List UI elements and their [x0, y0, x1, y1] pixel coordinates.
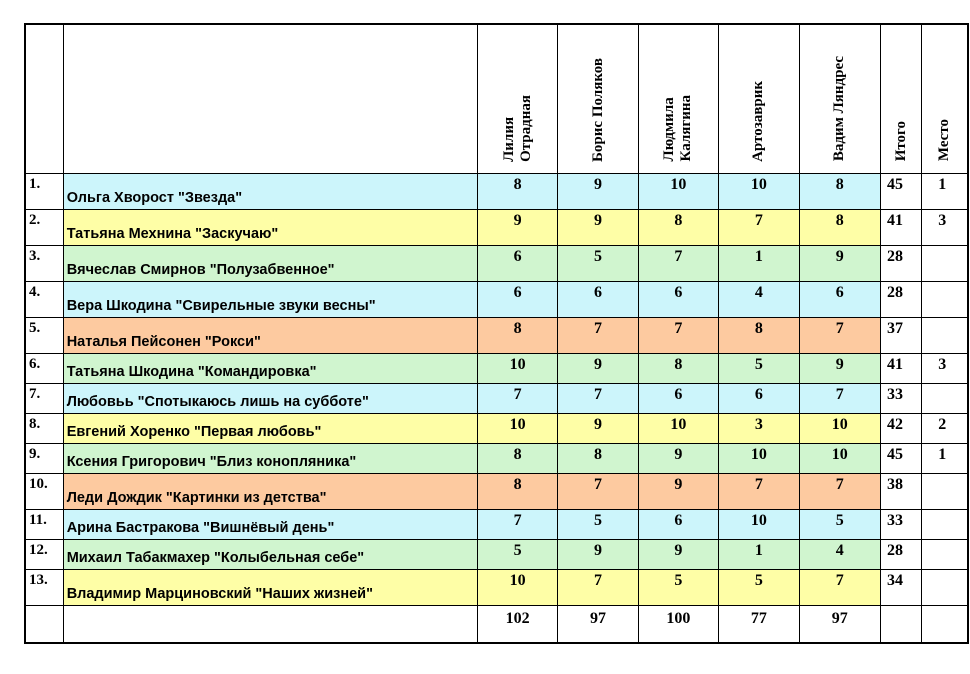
header-judge-5: Вадим Ляндрес [799, 24, 880, 173]
judge-score: 7 [638, 317, 718, 353]
row-place: 2 [922, 413, 968, 443]
judge-score: 4 [799, 539, 880, 569]
judge-score: 6 [638, 383, 718, 413]
row-number: 3. [25, 245, 63, 281]
header-row [25, 24, 968, 173]
judge-total: 97 [558, 605, 638, 643]
row-number: 10. [25, 473, 63, 509]
judge-score: 8 [477, 173, 557, 209]
table-row [25, 281, 968, 317]
judge-score: 9 [799, 245, 880, 281]
row-place [922, 509, 968, 539]
row-place: 1 [922, 173, 968, 209]
row-total: 45 [880, 443, 921, 473]
judge-score: 8 [477, 317, 557, 353]
table-row [25, 569, 968, 605]
judge-score: 9 [558, 539, 638, 569]
judge-score: 10 [477, 569, 557, 605]
judge-score: 7 [638, 245, 718, 281]
row-place [922, 245, 968, 281]
table-row [25, 317, 968, 353]
row-number: 9. [25, 443, 63, 473]
judge-score: 7 [799, 473, 880, 509]
entry-name: Владимир Марциновский "Наших жизней" [63, 569, 477, 605]
judge-score: 10 [719, 173, 799, 209]
judge-score: 9 [638, 473, 718, 509]
entry-name: Вера Шкодина "Свирельные звуки весны" [63, 281, 477, 317]
judge-score: 6 [638, 281, 718, 317]
judge-score: 5 [558, 245, 638, 281]
row-number: 5. [25, 317, 63, 353]
judge-score: 9 [558, 209, 638, 245]
entry-name: Татьяна Шкодина "Командировка" [63, 353, 477, 383]
row-number: 1. [25, 173, 63, 209]
judge-score: 7 [558, 473, 638, 509]
row-number: 12. [25, 539, 63, 569]
row-total: 33 [880, 383, 921, 413]
row-place: 3 [922, 209, 968, 245]
row-place [922, 473, 968, 509]
judge-score: 5 [558, 509, 638, 539]
judge-score: 6 [719, 383, 799, 413]
judge-score: 1 [719, 245, 799, 281]
row-place [922, 317, 968, 353]
judge-score: 1 [719, 539, 799, 569]
table-row [25, 353, 968, 383]
row-total: 33 [880, 509, 921, 539]
entry-name: Наталья Пейсонен "Рокси" [63, 317, 477, 353]
judge-score: 5 [477, 539, 557, 569]
judge-score: 5 [638, 569, 718, 605]
judge-score: 7 [719, 473, 799, 509]
judge-score: 8 [638, 353, 718, 383]
judge-score: 9 [558, 353, 638, 383]
table-row [25, 383, 968, 413]
table-row [25, 509, 968, 539]
totals-row [25, 605, 968, 643]
row-total: 45 [880, 173, 921, 209]
row-place [922, 281, 968, 317]
score-table [24, 23, 969, 644]
judge-score: 7 [477, 383, 557, 413]
judge-total: 100 [638, 605, 718, 643]
entry-name: Ольга Хворост "Звезда" [63, 173, 477, 209]
row-place [922, 569, 968, 605]
row-total: 41 [880, 353, 921, 383]
header-judge-4: Артозаврик [719, 24, 799, 173]
row-total: 34 [880, 569, 921, 605]
judge-score: 7 [799, 569, 880, 605]
header-judge-1: Лилия Отрадная [477, 24, 557, 173]
row-number: 7. [25, 383, 63, 413]
judge-score: 8 [477, 443, 557, 473]
row-number: 2. [25, 209, 63, 245]
judge-score: 10 [799, 443, 880, 473]
judge-score: 9 [477, 209, 557, 245]
totals-num-cell [25, 605, 63, 643]
judge-score: 7 [799, 317, 880, 353]
table-row [25, 413, 968, 443]
judge-score: 9 [799, 353, 880, 383]
row-number: 4. [25, 281, 63, 317]
table-row [25, 245, 968, 281]
judge-score: 10 [799, 413, 880, 443]
row-total: 38 [880, 473, 921, 509]
judge-score: 10 [638, 413, 718, 443]
judge-score: 6 [477, 245, 557, 281]
row-place [922, 539, 968, 569]
totals-total-cell [880, 605, 921, 643]
judge-score: 3 [719, 413, 799, 443]
judge-score: 7 [558, 569, 638, 605]
row-number: 13. [25, 569, 63, 605]
entry-name: Ксения Григорович "Близ конопляника" [63, 443, 477, 473]
judge-score: 7 [719, 209, 799, 245]
entry-name: Арина Бастракова "Вишнёвый день" [63, 509, 477, 539]
row-place: 1 [922, 443, 968, 473]
header-name-cell [63, 24, 477, 173]
row-total: 28 [880, 539, 921, 569]
judge-score: 5 [799, 509, 880, 539]
judge-score: 7 [477, 509, 557, 539]
header-judge-3: Людмила Калягина [638, 24, 718, 173]
entry-name: Евгений Хоренко "Первая любовь" [63, 413, 477, 443]
table-row [25, 209, 968, 245]
header-place: Место [922, 24, 968, 173]
row-total: 28 [880, 245, 921, 281]
entry-name: Любовьь "Спотыкаюсь лишь на субботе" [63, 383, 477, 413]
row-total: 37 [880, 317, 921, 353]
judge-score: 6 [477, 281, 557, 317]
entry-name: Леди Дождик "Картинки из детства" [63, 473, 477, 509]
header-num-cell [25, 24, 63, 173]
table-row [25, 473, 968, 509]
judge-score: 8 [719, 317, 799, 353]
judge-total: 102 [477, 605, 557, 643]
entry-name: Михаил Табакмахер "Колыбельная себе" [63, 539, 477, 569]
judge-total: 97 [799, 605, 880, 643]
judge-score: 5 [719, 569, 799, 605]
row-number: 11. [25, 509, 63, 539]
judge-score: 7 [558, 317, 638, 353]
header-total: Итого [880, 24, 921, 173]
table-row [25, 539, 968, 569]
row-total: 42 [880, 413, 921, 443]
judge-score: 8 [477, 473, 557, 509]
row-place [922, 383, 968, 413]
judge-total: 77 [719, 605, 799, 643]
header-judge-2: Борис Поляков [558, 24, 638, 173]
judge-score: 9 [558, 413, 638, 443]
judge-score: 4 [719, 281, 799, 317]
judge-score: 10 [477, 353, 557, 383]
totals-name-cell [63, 605, 477, 643]
judge-score: 7 [799, 383, 880, 413]
judge-score: 9 [638, 539, 718, 569]
judge-score: 8 [799, 173, 880, 209]
judge-score: 7 [558, 383, 638, 413]
judge-score: 5 [719, 353, 799, 383]
judge-score: 6 [799, 281, 880, 317]
judge-score: 10 [477, 413, 557, 443]
judge-score: 6 [638, 509, 718, 539]
judge-score: 9 [558, 173, 638, 209]
table-row [25, 443, 968, 473]
judge-score: 10 [719, 443, 799, 473]
table-row [25, 173, 968, 209]
entry-name: Татьяна Мехнина "Заскучаю" [63, 209, 477, 245]
judge-score: 10 [719, 509, 799, 539]
row-number: 8. [25, 413, 63, 443]
judge-score: 9 [638, 443, 718, 473]
row-total: 41 [880, 209, 921, 245]
judge-score: 8 [638, 209, 718, 245]
totals-place-cell [922, 605, 968, 643]
judge-score: 8 [799, 209, 880, 245]
judge-score: 8 [558, 443, 638, 473]
judge-score: 10 [638, 173, 718, 209]
entry-name: Вячеслав Смирнов "Полузабвенное" [63, 245, 477, 281]
judge-score: 6 [558, 281, 638, 317]
row-total: 28 [880, 281, 921, 317]
row-number: 6. [25, 353, 63, 383]
row-place: 3 [922, 353, 968, 383]
